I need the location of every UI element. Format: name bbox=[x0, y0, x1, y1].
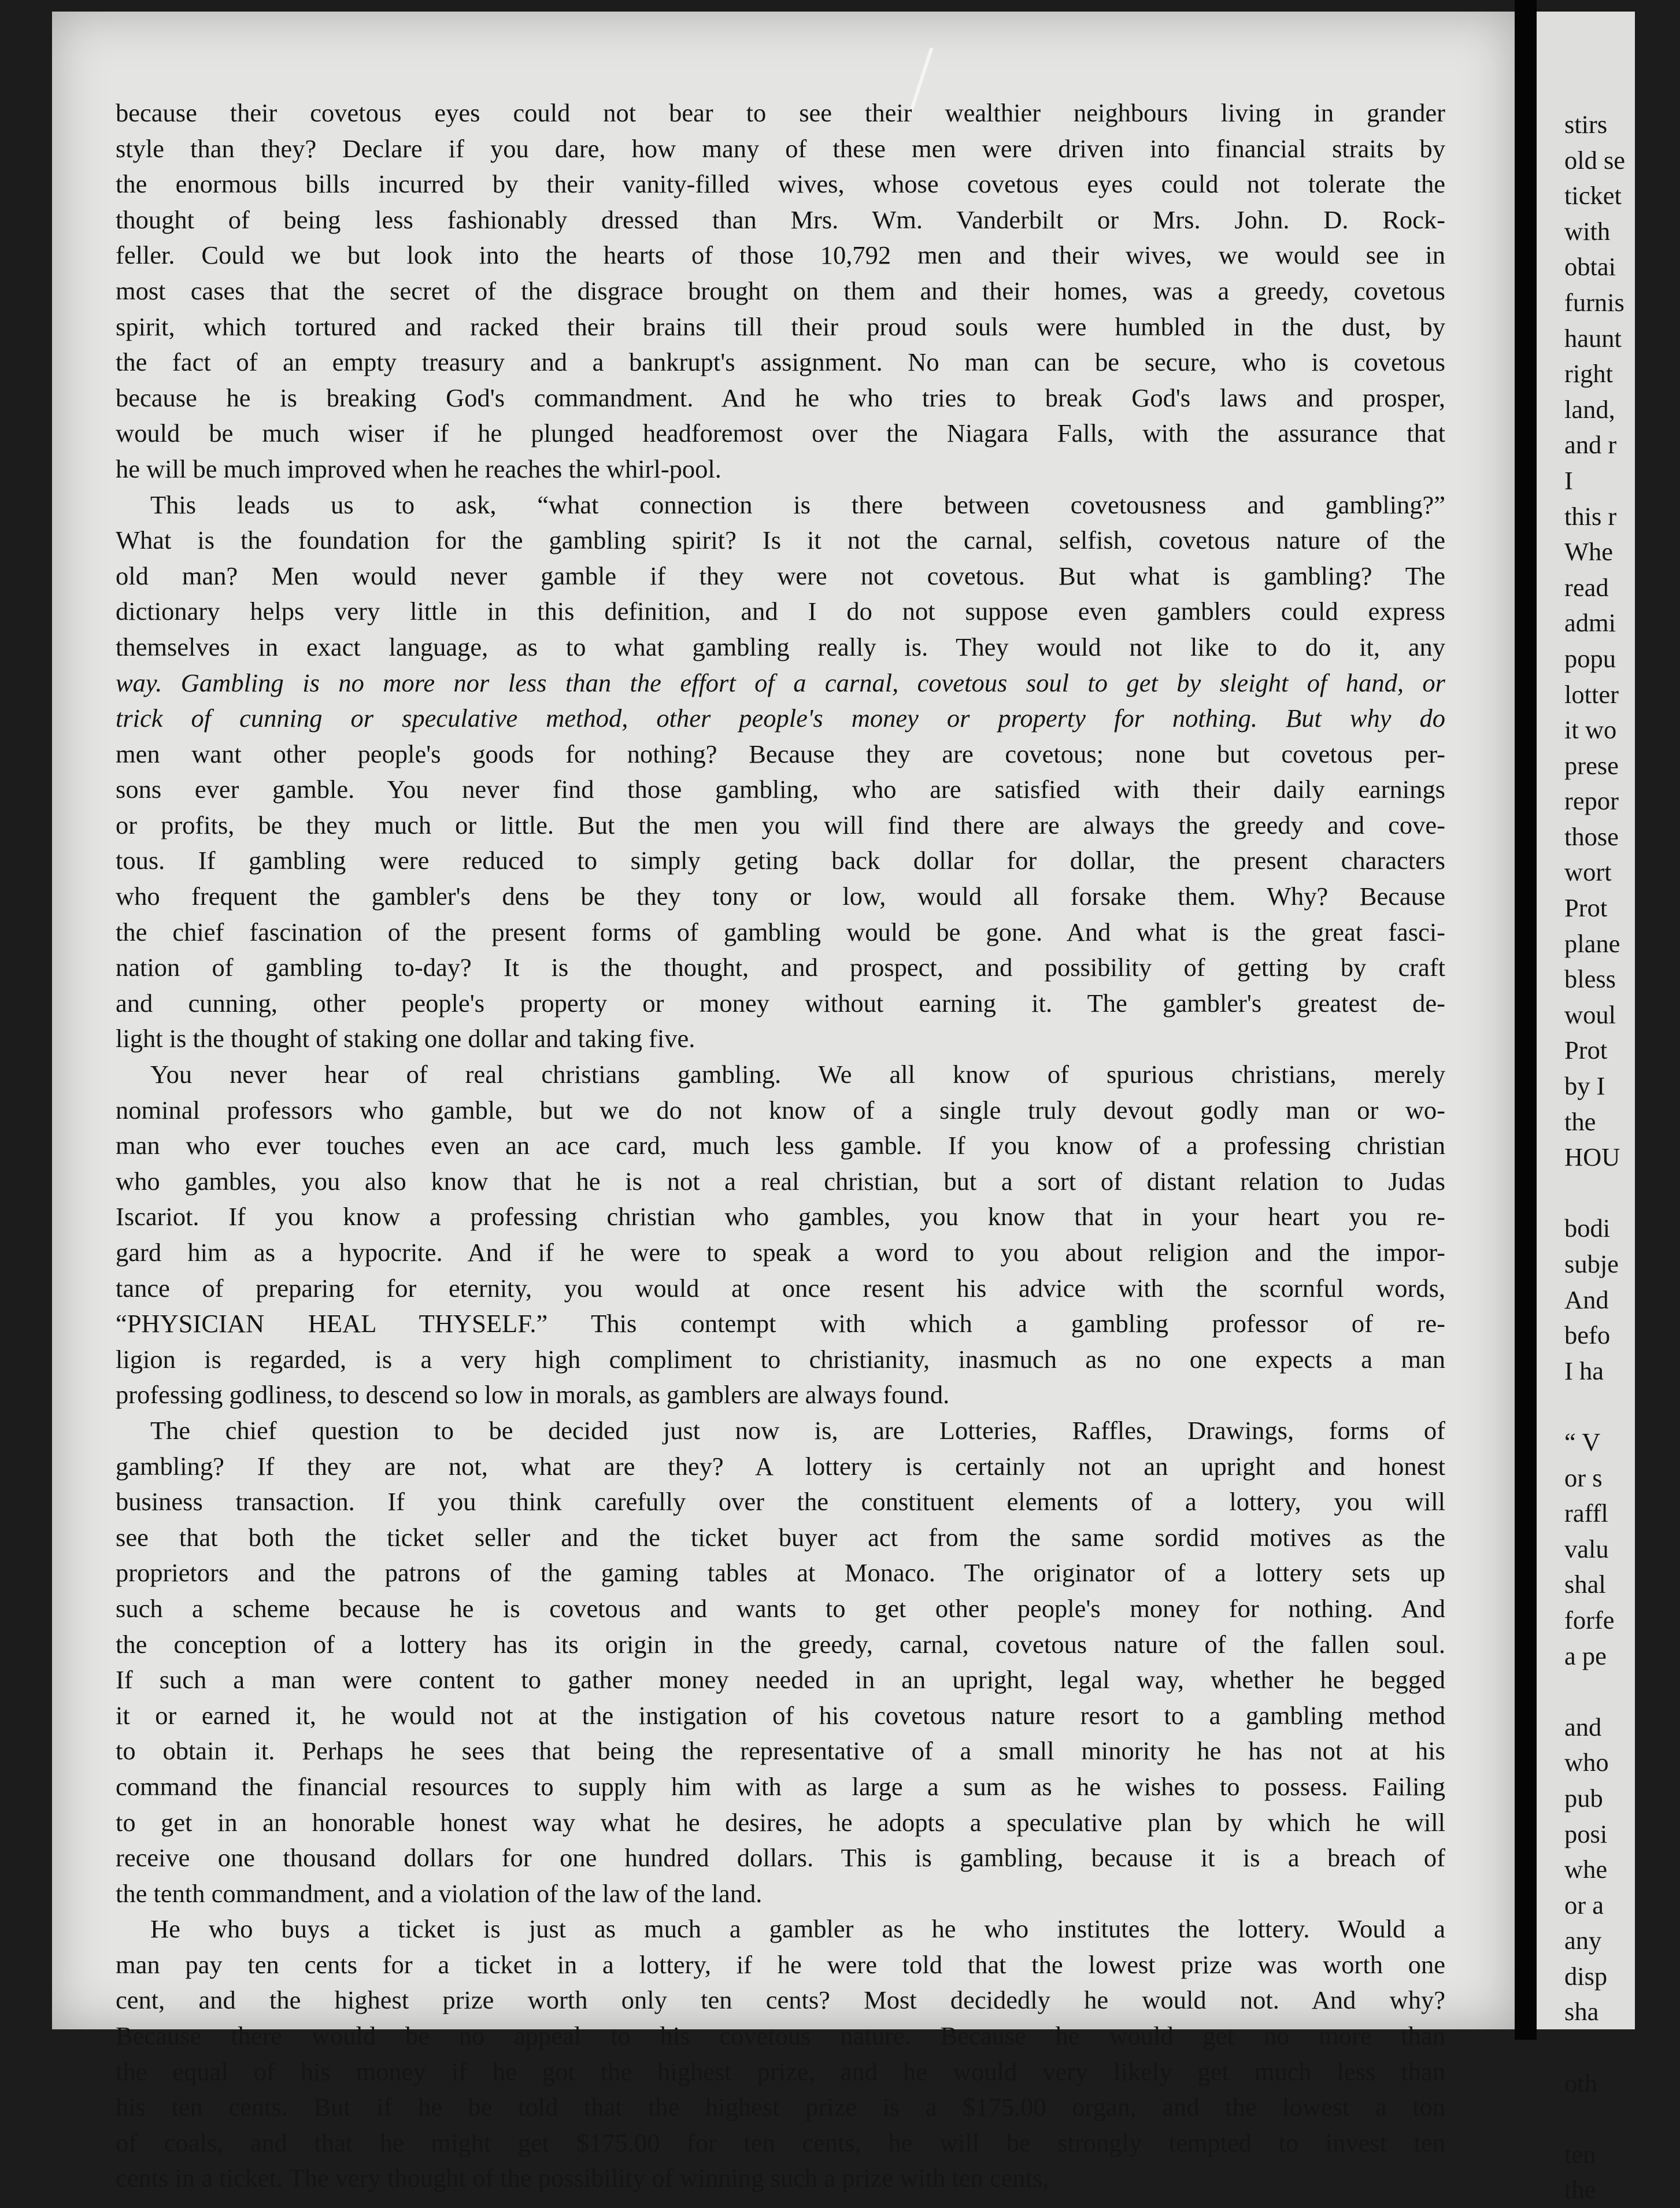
text-line: light is the thought of staking one dollar and taking five. bbox=[116, 1024, 695, 1053]
text-line: gard him as a hypocrite. And if he were to speak a word to you about religion and the impor- bbox=[116, 1238, 1445, 1267]
facing-text-line: plane bbox=[1564, 929, 1620, 958]
facing-text-line: and bbox=[1564, 1712, 1602, 1741]
facing-text-line: wort bbox=[1564, 857, 1612, 887]
facing-text-line: repor bbox=[1564, 786, 1619, 816]
facing-text-line: or a bbox=[1564, 1890, 1604, 1919]
text-line: see that both the ticket seller and the ticket buyer act from the same sordid motives as the bbox=[116, 1522, 1445, 1552]
facing-text-line: shal bbox=[1564, 1570, 1606, 1599]
text-line: because he is breaking God's commandment. And he who tries to break God's laws and prosper, bbox=[116, 383, 1445, 412]
text-line: feller. Could we but look into the hearts of those 10,792 men and their wives, we would see in bbox=[116, 241, 1445, 270]
facing-text-line: whe bbox=[1564, 1855, 1608, 1884]
text-line: He who buys a ticket is just as much a gambler as he who institutes the lottery. Would a bbox=[150, 1914, 1445, 1944]
text-line: style than they? Declare if you dare, how many of these men were driven into financial straits by bbox=[116, 134, 1445, 163]
facing-text-line: lotter bbox=[1564, 679, 1619, 709]
facing-text-line: I ha bbox=[1564, 1356, 1604, 1385]
facing-text-line: bodi bbox=[1564, 1214, 1611, 1243]
facing-text-line: Prot bbox=[1564, 893, 1608, 923]
text-line: to obtain it. Perhaps he sees that being the representative of a small minority he has not at his bbox=[116, 1736, 1445, 1766]
facing-text-line: the bbox=[1564, 1107, 1596, 1136]
text-line: receive one thousand dollars for one hundred dollars. This is gambling, because it is a breach of bbox=[116, 1843, 1445, 1873]
facing-text-line: read bbox=[1564, 572, 1609, 602]
text-line: tance of preparing for eternity, you would at once resent his advice with the scornful words, bbox=[116, 1273, 1445, 1303]
text-line: trick of cunning or speculative method, other people's money or property for nothing. But why do bbox=[116, 704, 1445, 733]
text-line: and cunning, other people's property or money without earning it. The gambler's greatest de- bbox=[116, 988, 1445, 1018]
text-line: thought of being less fashionably dressed than Mrs. Wm. Vanderbilt or Mrs. John. D. Rock- bbox=[116, 205, 1445, 234]
scanned-page bbox=[52, 12, 1515, 2193]
text-line: Because there would be no appeal to his covetous nature. Because he would get no more than bbox=[116, 2021, 1445, 2051]
facing-text-line: raffl bbox=[1564, 1499, 1608, 1528]
facing-text-line: stirs bbox=[1564, 110, 1608, 139]
facing-text-line: I bbox=[1564, 465, 1573, 495]
text-line: cents in a ticket. The very thought of the possibility of winning such a prize with ten cents, bbox=[116, 2163, 1049, 2193]
facing-text-line: it wo bbox=[1564, 715, 1617, 745]
text-line: way. Gambling is no more nor less than the effort of a carnal, covetous soul to get by sleight of hand, or bbox=[116, 668, 1445, 697]
facing-text-line: and r bbox=[1564, 430, 1617, 460]
text-line: the chief fascination of the present forms of gambling would be gone. And what is the great fasci- bbox=[116, 917, 1445, 946]
text-line: man who ever touches even an ace card, much less gamble. If you know of a professing christian bbox=[116, 1131, 1445, 1160]
text-line: the equal of his money if he got the highest prize, and he would very likely get much less than bbox=[116, 2057, 1445, 2086]
facing-text-line: obtai bbox=[1564, 252, 1616, 282]
text-line: command the financial resources to supply him with as large a sum as he wishes to possess. Failing bbox=[116, 1771, 1445, 1801]
facing-text-line: forfe bbox=[1564, 1605, 1615, 1634]
facing-text-line: old se bbox=[1564, 145, 1626, 175]
facing-text-line: Whe bbox=[1564, 537, 1614, 567]
facing-text-line: HOU bbox=[1564, 1142, 1620, 1172]
text-line: or profits, be they much or little. But the men you will find there are always the greedy and cove- bbox=[116, 810, 1445, 839]
text-line: because their covetous eyes could not bear to see their wealthier neighbours living in grander bbox=[116, 98, 1445, 127]
facing-text-line bbox=[1564, 1389, 1680, 1425]
facing-text-line: bless bbox=[1564, 964, 1616, 994]
text-line: the enormous bills incurred by their vanity-filled wives, whose covetous eyes could not tolerate the bbox=[116, 169, 1445, 199]
facing-text-line: any bbox=[1564, 1926, 1602, 1955]
facing-text-line: pub bbox=[1564, 1783, 1603, 1813]
facing-text-line: befo bbox=[1564, 1321, 1611, 1350]
facing-text-line: ticket bbox=[1564, 181, 1622, 210]
text-line: it or earned it, he would not at the instigation of his covetous nature resort to a gambling method bbox=[116, 1700, 1445, 1730]
facing-text-line: And bbox=[1564, 1285, 1609, 1314]
facing-text-line: woul bbox=[1564, 1000, 1616, 1029]
text-line: The chief question to be decided just now is, are Lotteries, Raffles, Drawings, forms of bbox=[150, 1415, 1445, 1445]
text-line: of coals, and that he might get $175.00 for ten cents, he will be strongly tempted to invest ten bbox=[116, 2128, 1445, 2157]
facing-text-line: admi bbox=[1564, 608, 1616, 638]
text-line: to get in an honorable honest way what he desires, he adopts a speculative plan by which he will bbox=[116, 1807, 1445, 1837]
article-text bbox=[116, 95, 1445, 2196]
text-line: nominal professors who gamble, but we do not know of a single truly devout godly man or wo- bbox=[116, 1095, 1445, 1125]
facing-text-line bbox=[1564, 1175, 1680, 1211]
facing-text-line: “ V bbox=[1564, 1427, 1601, 1456]
text-line: proprietors and the patrons of the gaming tables at Monaco. The originator of a lottery sets up bbox=[116, 1558, 1445, 1588]
text-line: spirit, which tortured and racked their brains till their proud souls were humbled in the dust, by bbox=[116, 312, 1445, 341]
text-line: men want other people's goods for nothing? Because they are covetous; none but covetous per- bbox=[116, 739, 1445, 768]
page-gutter bbox=[1515, 0, 1537, 2040]
facing-text-line: land, bbox=[1564, 394, 1615, 424]
facing-text-line: by I bbox=[1564, 1071, 1605, 1101]
facing-text-line bbox=[1564, 2030, 1680, 2066]
text-line: man pay ten cents for a ticket in a lottery, if he were told that the lowest prize was worth one bbox=[116, 1950, 1445, 1979]
facing-text-line: oth bbox=[1564, 2068, 1597, 2098]
facing-text-line: posi bbox=[1564, 1819, 1608, 1848]
text-line: who gambles, you also know that he is not a real christian, but a sort of distant relation to Judas bbox=[116, 1166, 1445, 1196]
facing-text-line: sha bbox=[1564, 1997, 1599, 2026]
text-line: the tenth commandment, and a violation of the law of the land. bbox=[116, 1878, 763, 1908]
text-line: his ten cents. But if he be told that the highest prize is a $175.00 organ, and the lowest a ton bbox=[116, 2092, 1445, 2122]
facing-text-line: the bbox=[1564, 2175, 1596, 2205]
facing-text-line: with bbox=[1564, 216, 1611, 246]
facing-text-line: this r bbox=[1564, 501, 1617, 531]
text-line: sons ever gamble. You never find those gambling, who are satisfied with their daily earnings bbox=[116, 775, 1445, 804]
facing-text-line: furnis bbox=[1564, 287, 1625, 317]
text-line: the conception of a lottery has its origin in the greedy, carnal, covetous nature of the fallen soul. bbox=[116, 1629, 1445, 1659]
text-line: gambling? If they are not, what are they? A lottery is certainly not an upright and honest bbox=[116, 1451, 1445, 1481]
facing-text-line: or s bbox=[1564, 1463, 1603, 1492]
facing-text-line: subje bbox=[1564, 1249, 1619, 1278]
facing-page-fragment bbox=[1537, 12, 1635, 2205]
text-line: Iscariot. If you know a professing christian who gambles, you know that in your heart you re- bbox=[116, 1202, 1445, 1231]
text-line: he will be much improved when he reaches the whirl-pool. bbox=[116, 454, 721, 483]
text-line: “PHYSICIAN HEAL THYSELF.” This contempt with which a gambling professor of re- bbox=[116, 1309, 1445, 1338]
text-line: dictionary helps very little in this definition, and I do not suppose even gamblers could express bbox=[116, 597, 1445, 626]
text-line: business transaction. If you think carefully over the constituent elements of a lottery, you will bbox=[116, 1487, 1445, 1517]
text-line: nation of gambling to-day? It is the thought, and prospect, and possibility of getting by craft bbox=[116, 953, 1445, 982]
facing-text-line: valu bbox=[1564, 1534, 1609, 1563]
facing-text-line: ten bbox=[1564, 2139, 1596, 2169]
text-line: who frequent the gambler's dens be they tony or low, would all forsake them. Why? Because bbox=[116, 882, 1445, 911]
text-line: What is the foundation for the gambling spirit? Is it not the carnal, selfish, covetous nature of the bbox=[116, 526, 1445, 555]
text-line: ligion is regarded, is a very high compliment to christianity, inasmuch as no one expects a man bbox=[116, 1344, 1445, 1374]
facing-text-line: those bbox=[1564, 822, 1619, 851]
facing-text-line: Prot bbox=[1564, 1035, 1608, 1065]
facing-text-line: popu bbox=[1564, 643, 1616, 673]
facing-text-line: disp bbox=[1564, 1961, 1608, 1991]
facing-text-line bbox=[1564, 2101, 1680, 2137]
text-line: such a scheme because he is covetous and wants to get other people's money for nothing. And bbox=[116, 1593, 1445, 1623]
text-line: cent, and the highest prize worth only ten cents? Most decidedly he would not. And why? bbox=[116, 1985, 1445, 2015]
facing-page-text bbox=[1564, 107, 1680, 2208]
text-line: old man? Men would never gamble if they were not covetous. But what is gambling? The bbox=[116, 561, 1445, 590]
text-line: tous. If gambling were reduced to simply geting back dollar for dollar, the present characters bbox=[116, 846, 1445, 875]
text-line: themselves in exact language, as to what gambling really is. They would not like to do it, any bbox=[116, 632, 1445, 661]
facing-text-line bbox=[1564, 1674, 1680, 1710]
text-line: This leads us to ask, “what connection is there between covetousness and gambling?” bbox=[150, 490, 1445, 519]
text-line: the fact of an empty treasury and a bankrupt's assignment. No man can be secure, who is covetous bbox=[116, 347, 1445, 377]
text-line: You never hear of real christians gambling. We all know of spurious christians, merely bbox=[150, 1060, 1445, 1089]
text-line: If such a man were content to gather money needed in an upright, legal way, whether he begged bbox=[116, 1665, 1445, 1695]
text-line: most cases that the secret of the disgrace brought on them and their homes, was a greedy, covetous bbox=[116, 276, 1445, 305]
text-line: would be much wiser if he plunged headforemost over the Niagara Falls, with the assurance that bbox=[116, 419, 1445, 448]
facing-text-line: who bbox=[1564, 1748, 1609, 1777]
facing-text-line: right bbox=[1564, 359, 1614, 389]
text-line: professing godliness, to descend so low in morals, as gamblers are always found. bbox=[116, 1380, 950, 1410]
facing-text-line: haunt bbox=[1564, 323, 1622, 353]
facing-text-line: a pe bbox=[1564, 1641, 1607, 1670]
facing-text-line: prese bbox=[1564, 750, 1619, 780]
